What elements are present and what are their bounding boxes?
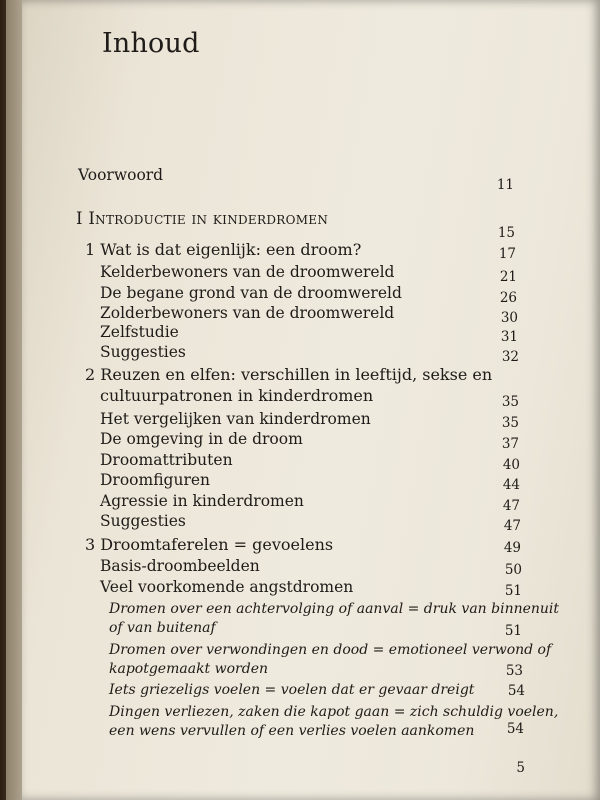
toc-section: Het vergelijken van kinderdromen	[100, 410, 371, 428]
page-number: 37	[501, 436, 519, 452]
page-number: 26	[499, 290, 517, 306]
page-number-preface: 11	[496, 177, 514, 193]
toc-section: Droomfiguren	[100, 471, 211, 489]
page-number: 53	[505, 663, 523, 679]
page-folio: 5	[516, 760, 525, 776]
toc-subsection-line-2: kapotgemaakt worden	[109, 661, 268, 677]
page-number: 21	[499, 269, 517, 285]
page-number-chapter-2: 35	[501, 394, 519, 410]
page-number: 40	[502, 457, 520, 473]
page-number-chapter-3: 49	[503, 540, 521, 556]
toc-subsection-line-2: een wens vervullen of een verlies voelen aankomen	[109, 723, 475, 739]
page-number: 51	[504, 623, 522, 639]
toc-entry-preface: Voorwoord	[78, 166, 164, 184]
toc-section: Suggesties	[100, 512, 186, 530]
page-number: 54	[507, 683, 525, 699]
toc-section: De omgeving in de droom	[100, 430, 303, 448]
page-number: 44	[502, 477, 520, 493]
toc-section: Basis-droombeelden	[100, 557, 260, 575]
page-number: 54	[506, 721, 524, 737]
toc-subsection-line-2: of van buitenaf	[109, 620, 216, 636]
page-number-part: 15	[497, 225, 515, 241]
page-number: 51	[504, 583, 522, 599]
page-title: Inhoud	[102, 28, 200, 59]
toc-subsection-line-1: Dromen over verwondingen en dood = emotioneel verwond of	[109, 642, 552, 658]
toc-part-heading: I Introductie in kinderdromen	[76, 209, 329, 228]
toc-chapter-3: 3 Droomtaferelen = gevoelens	[85, 535, 334, 554]
toc-section: Veel voorkomende angstdromen	[100, 578, 354, 596]
toc-section: Zolderbewoners van de droomwereld	[100, 304, 395, 322]
toc-section: Agressie in kinderdromen	[100, 492, 304, 510]
toc-chapter-2-line-1: 2 Reuzen en elfen: verschillen in leeftijd, sekse en	[85, 365, 493, 384]
toc-chapter-2-line-2: cultuurpatronen in kinderdromen	[100, 386, 374, 405]
page-number-chapter-1: 17	[498, 246, 516, 262]
toc-section: Zelfstudie	[100, 323, 179, 341]
toc-section: Kelderbewoners van de droomwereld	[100, 263, 395, 281]
toc-subsection-line-1: Dromen over een achtervolging of aanval = druk van binnenuit	[109, 601, 560, 617]
page-number: 47	[503, 518, 521, 534]
book-page	[22, 0, 600, 800]
toc-section: Suggesties	[100, 343, 186, 361]
toc-section: Droomattributen	[100, 451, 233, 469]
toc-section: De begane grond van de droomwereld	[100, 284, 402, 302]
page-number: 31	[500, 329, 518, 345]
page-number: 50	[504, 562, 522, 578]
page-number: 35	[501, 415, 519, 431]
toc-subsection-line-1: Dingen verliezen, zaken die kapot gaan = zich schuldig voelen,	[109, 704, 559, 720]
toc-chapter-1: 1 Wat is dat eigenlijk: een droom?	[85, 240, 362, 259]
page-number: 47	[502, 498, 520, 514]
page-number: 30	[500, 310, 518, 326]
page-number: 32	[501, 349, 519, 365]
toc-subsection-line-1: Iets griezeligs voelen = voelen dat er gevaar dreigt	[109, 682, 475, 698]
